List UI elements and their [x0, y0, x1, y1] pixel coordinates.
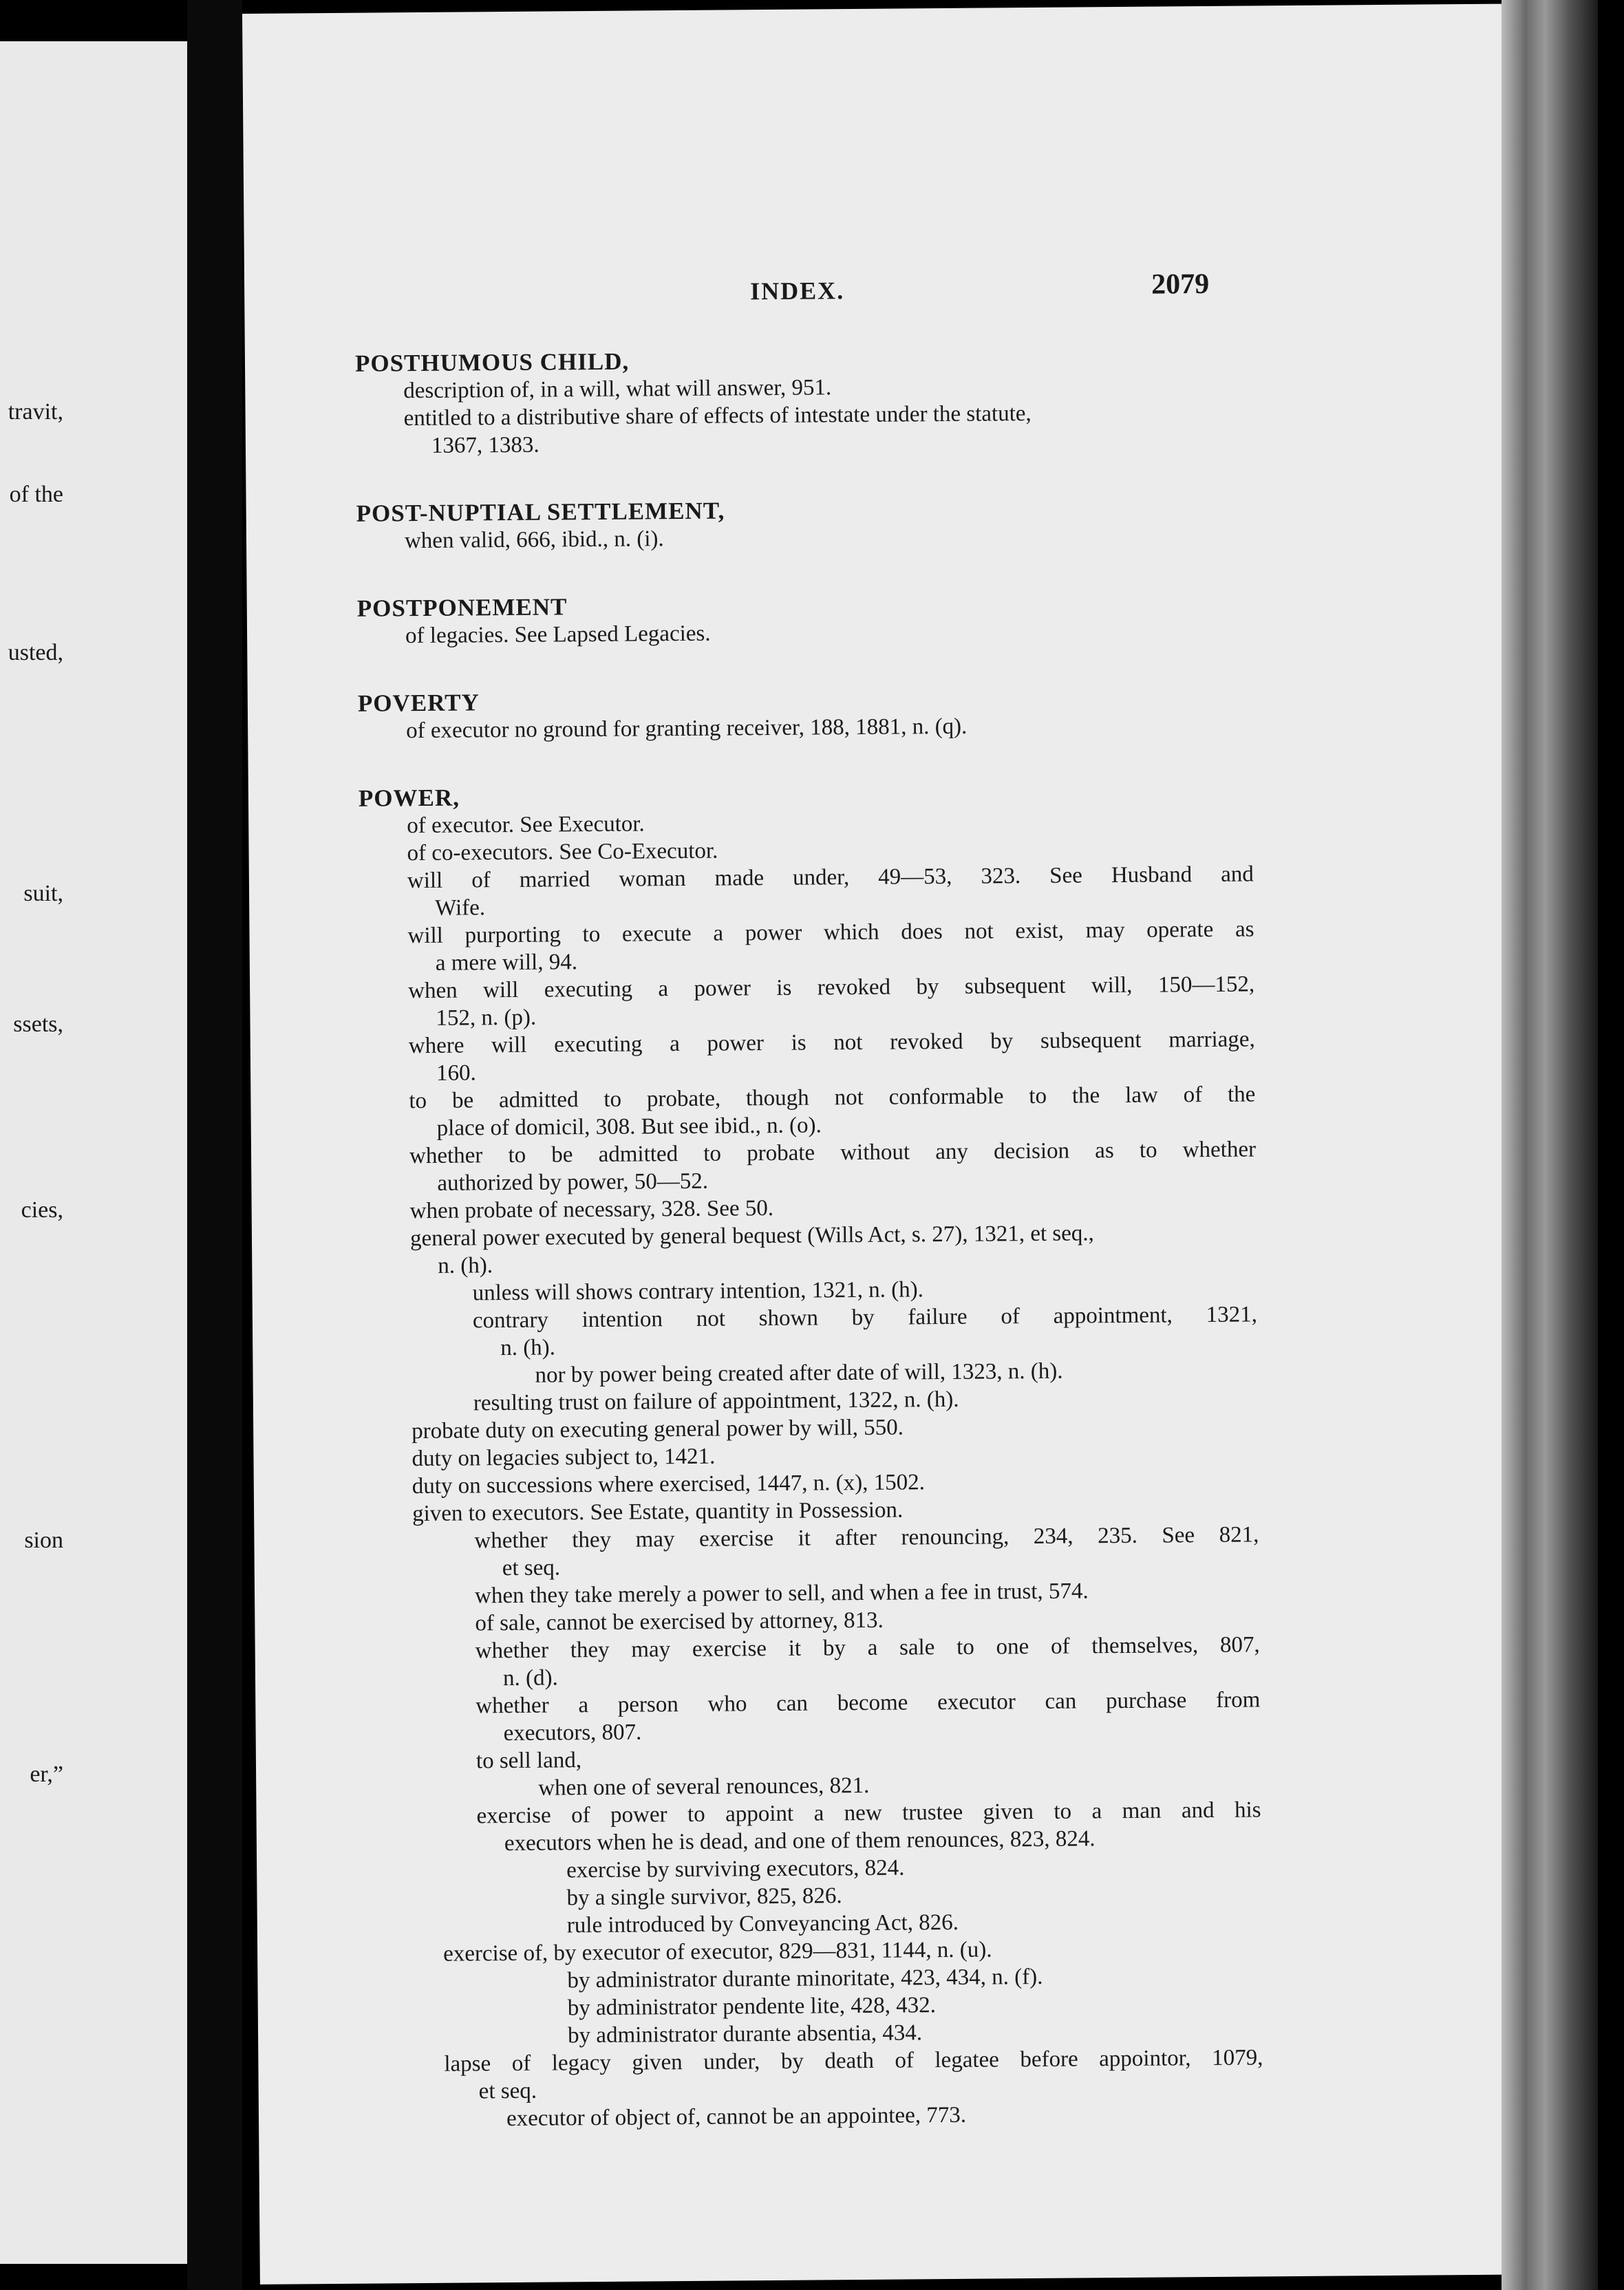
entry-line: when valid, 666, ibid., n. (i).	[404, 526, 664, 554]
page-edge	[1502, 0, 1598, 2290]
entry-line: rule introduced by Conveyancing Act, 826.	[566, 1909, 959, 1938]
entry-line: et seq.	[478, 2078, 537, 2104]
entry-line: n. (d).	[502, 1665, 558, 1691]
entry-heading: POST-NUPTIAL SETTLEMENT,	[356, 497, 725, 527]
entry-line: of legacies. See Lapsed Legacies.	[405, 621, 711, 649]
entry-line: n. (h).	[438, 1253, 493, 1278]
entry-line: given to executors. See Estate, quantity in Possession.	[412, 1497, 904, 1527]
entry-line: general power executed by general bequest (Wills Act, s. 27), 1321, et seq.,	[409, 1221, 1094, 1252]
facing-page-fragment: sion	[24, 1528, 63, 1553]
entry-line: n. (h).	[500, 1335, 556, 1361]
entry-line: 152, n. (p).	[436, 1005, 537, 1031]
entry-heading: POSTHUMOUS CHILD,	[354, 347, 630, 377]
entry-line: duty on legacies subject to, 1421.	[412, 1444, 716, 1472]
entry-line: exercise by surviving executors, 824.	[566, 1855, 905, 1883]
entry-line: resulting trust on failure of appointment, 1322, n. (h).	[473, 1387, 959, 1416]
entry-line: unless will shows contrary intention, 1321, n. (h).	[472, 1277, 924, 1306]
index-entry	[358, 683, 1253, 745]
facing-page-fragment: suit,	[23, 881, 63, 906]
entry-line: 1367, 1383.	[431, 432, 539, 458]
entry-line: exercise of power to appoint a new trustee given to a man and his	[476, 1797, 1261, 1829]
entry-line: duty on successions where exercised, 1447, n. (x), 1502.	[412, 1470, 926, 1499]
entry-line: whether they may exercise it after renouncing, 234, 235. See 821,	[474, 1522, 1259, 1554]
entry-line: when one of several renounces, 821.	[538, 1773, 870, 1801]
book-gutter	[187, 0, 242, 2290]
entry-line: et seq.	[502, 1555, 561, 1581]
index-entry	[356, 493, 1252, 555]
facing-page-fragment: er,”	[30, 1762, 63, 1787]
entry-line: whether a person who can become executor can purchase from	[476, 1687, 1261, 1719]
facing-page-fragment: usted,	[8, 640, 63, 665]
index-entry	[359, 778, 1263, 2133]
entry-line: contrary intention not shown by failure of appointment, 1321,	[472, 1302, 1258, 1334]
index-page	[242, 4, 1519, 2284]
entry-line: whether they may exercise it by a sale to one of themselves, 807,	[475, 1632, 1260, 1664]
entry-line: of sale, cannot be exercised by attorney, 813.	[475, 1607, 884, 1636]
entry-line: to be admitted to probate, though not conformable to the law of the	[409, 1082, 1256, 1114]
entry-line: by administrator durante minoritate, 423, 434, n. (f).	[567, 1964, 1043, 1993]
entry-line: executors, 807.	[503, 1720, 642, 1746]
entry-line: executors when he is dead, and one of them renounces, 823, 824.	[504, 1826, 1096, 1856]
entry-line: probate duty on executing general power by will, 550.	[412, 1415, 904, 1444]
entry-line: whether to be admitted to probate without any decision as to whether	[409, 1137, 1257, 1169]
entry-line: 160.	[436, 1060, 476, 1086]
entry-line: lapse of legacy given under, by death of legatee before appointor, 1079,	[444, 2045, 1263, 2077]
entry-line: by administrator durante absentia, 434.	[567, 2020, 923, 2048]
entry-line: exercise of, by executor of executor, 829—831, 1144, n. (u).	[443, 1937, 992, 1967]
entry-line: a mere will, 94.	[435, 950, 578, 976]
facing-page-fragment: ssets,	[13, 1012, 63, 1037]
entry-heading: POVERTY	[357, 689, 480, 717]
page-header	[244, 268, 1504, 322]
running-title: INDEX.	[750, 277, 845, 306]
facing-page-fragment: of the	[9, 482, 63, 507]
facing-page-fragment: travit,	[8, 399, 63, 425]
index-entry	[357, 588, 1252, 650]
entry-line: authorized by power, 50—52.	[437, 1168, 709, 1196]
index-entry	[355, 343, 1250, 460]
entry-line: place of domicil, 308. But see ibid., n. (o).	[436, 1113, 822, 1141]
entry-line: by a single survivor, 825, 826.	[566, 1883, 842, 1911]
entry-line: executor of object of, cannot be an appointee, 773.	[506, 2102, 967, 2132]
entry-heading: POWER,	[358, 784, 460, 812]
facing-page	[0, 41, 187, 2264]
facing-page-fragment: cies,	[21, 1197, 63, 1223]
entry-line: of executor no ground for granting receiver, 188, 1881, n. (q).	[406, 714, 968, 744]
entry-heading: POSTPONEMENT	[356, 593, 568, 622]
entry-line: where will executing a power is not revoked by subsequent marriage,	[408, 1027, 1255, 1059]
entry-line: entitled to a distributive share of effects of intestate under the statute,	[403, 401, 1032, 431]
entry-line: when probate of necessary, 328. See 50.	[409, 1195, 774, 1224]
entry-line: description of, in a will, what will answer, 951.	[403, 375, 832, 404]
entry-line: Wife.	[435, 895, 486, 921]
entry-line: when will executing a power is revoked by subsequent will, 150—152,	[408, 972, 1255, 1004]
entry-line: of executor. See Executor.	[407, 811, 645, 839]
entry-line: of co-executors. See Co-Executor.	[407, 838, 718, 866]
entry-line: will of married woman made under, 49—53, 323. See Husband and	[407, 862, 1254, 894]
entry-line: when they take merely a power to sell, and when a fee in trust, 574.	[474, 1579, 1089, 1609]
entry-line: to sell land,	[476, 1748, 582, 1774]
entry-line: nor by power being created after date of will, 1323, n. (h).	[535, 1358, 1063, 1388]
page-number: 2079	[1151, 268, 1210, 301]
index-body	[355, 343, 1264, 2174]
entry-line: will purporting to execute a power which does not exist, may operate as	[407, 917, 1254, 949]
entry-line: by administrator pendente lite, 428, 432.	[567, 1993, 937, 2021]
